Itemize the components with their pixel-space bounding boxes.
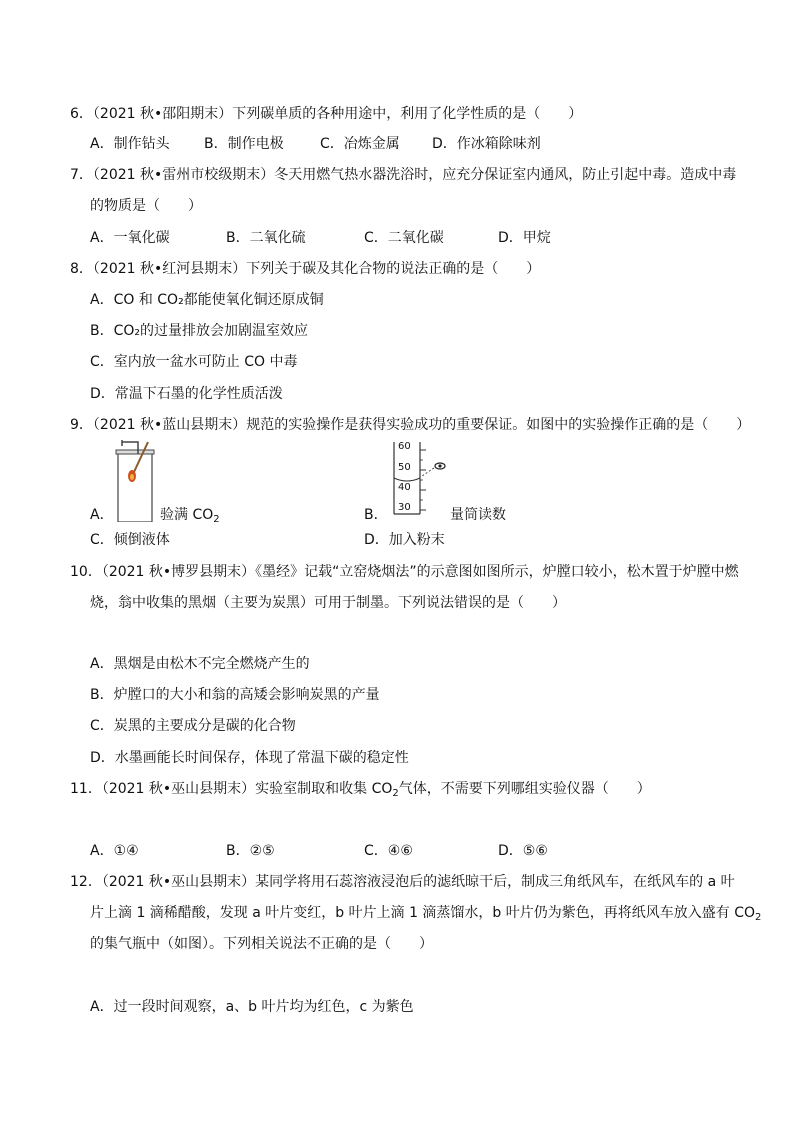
q11-stem: 11．（2021 秋•巫山县期末）实验室制取和收集 $CO_2$气体，不需要下列哪组实验仪器（ ） [70,781,651,799]
q6-option-c: C．冶炼金属 [320,136,400,152]
cylinder-tick-50: 50 [398,462,411,473]
q7-stem-line1: 7．（2021 秋•雷州市校级期末）冬天用燃气热水器洗浴时，应充分保证室内通风，防止引起中毒。造成中毒 [70,167,737,183]
q6-option-a: A．制作钻头 [90,136,170,152]
q10-option-b: B．炉膛口的大小和翁的高矮会影响炭黑的产量 [90,687,380,703]
cylinder-tick-40: 40 [398,482,411,493]
q6-option-b: B．制作电极 [204,136,284,152]
q9-option-c: C．倾倒液体 [90,532,170,548]
q11-option-a: A．①④ [90,843,139,859]
q7-stem-line2: 的物质是（ ） [90,198,202,214]
q8-option-a: A．CO 和 CO₂都能使氧化铜还原成铜 [90,292,324,308]
q10-option-c: C．炭黑的主要成分是碳的化合物 [90,718,296,734]
q12-stem-line1: 12．（2021 秋•巫山县期末）某同学将用石蕊溶液浸泡后的滤纸晾干后，制成三角纸风车，在纸风车的 a 叶 [70,874,735,890]
q9-option-a-letter: A． [90,507,114,523]
q7-option-b: B．二氧化硫 [226,230,306,246]
q12-stem-line3: 的集气瓶中（如图）。下列相关说法不正确的是（ ） [90,936,433,952]
cylinder-figure [392,440,452,520]
q9-option-a-text: 验满 $CO_2$ [160,507,220,525]
q8-option-b: B．CO₂的过量排放会加剧温室效应 [90,323,309,339]
q11-option-c: C．④⑥ [364,843,413,859]
q12-stem-line2: 片上滴 1 滴稀醋酸，发现 a 叶片变红，b 叶片上滴 1 滴蒸馏水，b 叶片仍为紫色，再将纸风车放入盛有 $CO_2$ [90,905,762,923]
q8-stem: 8．（2021 秋•红河县期末）下列关于碳及其化合物的说法正确的是（ ） [70,261,541,277]
q11-option-d: D．⑤⑥ [498,843,548,859]
q12-option-a: A．过一段时间观察，a、b 叶片均为红色，c 为紫色 [90,999,414,1015]
q11-option-b: B．②⑤ [226,843,275,859]
q8-option-d: D．常温下石墨的化学性质活泼 [90,386,283,402]
q9-stem: 9．（2021 秋•蓝山县期末）规范的实验操作是获得实验成功的重要保证。如图中的实验操作正确的是（ ） [70,417,751,433]
q7-option-a: A．一氧化碳 [90,230,170,246]
cylinder-tick-60: 60 [398,441,411,452]
q10-stem-line1: 10．（2021 秋•博罗县期末）《墨经》记载“立窑烧烟法”的示意图如图所示，炉膛口较小，松木置于炉膛中燃 [70,564,739,580]
q10-stem-line2: 烧，翁中收集的黑烟（主要为炭黑）可用于制墨。下列说法错误的是（ ） [90,595,566,611]
q9-option-b-text: 量筒读数 [450,507,506,523]
q9-option-b-letter: B． [364,507,388,523]
q10-option-a: A．黑烟是由松木不完全燃烧产生的 [90,656,310,672]
q6-option-d: D．作冰箱除味剂 [432,136,541,152]
q6-stem: 6．（2021 秋•邵阳期末）下列碳单质的各种用途中，利用了化学性质的是（ ） [70,106,583,122]
q10-option-d: D．水墨画能长时间保存，体现了常温下碳的稳定性 [90,750,409,766]
q9-option-d: D．加入粉末 [364,532,445,548]
q7-option-c: C．二氧化碳 [364,230,444,246]
cylinder-tick-30: 30 [398,502,411,513]
q7-option-d: D．甲烷 [498,230,551,246]
q8-option-c: C．室内放一盆水可防止 CO 中毒 [90,354,298,370]
gas-jar-figure [112,440,158,522]
